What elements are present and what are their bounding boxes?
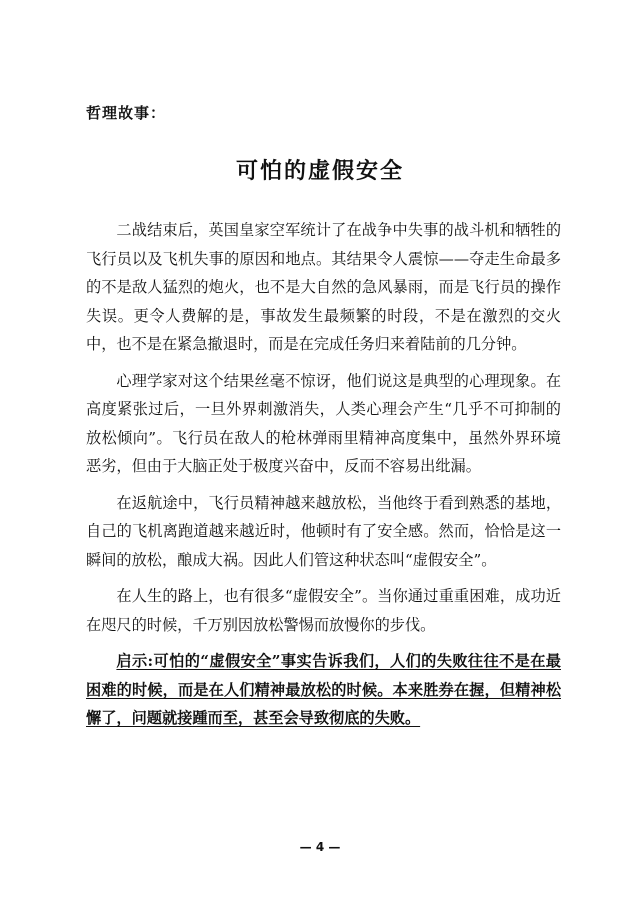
section-label: 哲理故事： [86, 104, 167, 122]
paragraph: 心理学家对这个结果丝毫不惊讶，他们说这是典型的心理现象。在高度紧张过后，一旦外界刺激消失，人类心理会产生“几乎不可抑制的放松倾向”。飞行员在敌人的枪林弹雨里精神高度集中，虽然外界环境恶劣，但由于大脑正处于极度兴奋中，反而不容易出纰漏。 [86, 371, 561, 475]
page-number: — 4 — [299, 840, 341, 854]
article-body [86, 216, 561, 733]
moral-statement: 启示:可怕的“虚假安全”事实告诉我们，人们的失败往往不是在最困难的时候，而是在人们精神最放松的时候。本来胜券在握，但精神松懈了，问题就接踵而至，甚至会导致彻底的失败。 [86, 652, 561, 727]
paragraph: 在返航途中，飞行员精神越来越放松，当他终于看到熟悉的基地，自己的飞机离跑道越来越近时，他顿时有了安全感。然而，恰恰是这一瞬间的放松，酿成大祸。因此人们管这种状态叫“虚假安全”。 [86, 493, 561, 569]
page-title: 可怕的虚假安全 [235, 159, 404, 184]
paragraph: 二战结束后，英国皇家空军统计了在战争中失事的战斗机和牺牲的飞行员以及飞机失事的原因和地点。其结果令人震惊——夺走生命最多的不是敌人猛烈的炮火，也不是大自然的急风暴雨，而是飞行员的操作失误。更令人费解的是，事故发生最频繁的时段，不是在激烈的交火中，也不是在紧急撤退时，而是在完成任务归来着陆前的几分钟。 [86, 221, 561, 353]
paragraph: 在人生的路上，也有很多“虚假安全”。当你通过重重困难，成功近在咫尺的时候，千万别因放松警惕而放慢你的步伐。 [86, 587, 561, 634]
